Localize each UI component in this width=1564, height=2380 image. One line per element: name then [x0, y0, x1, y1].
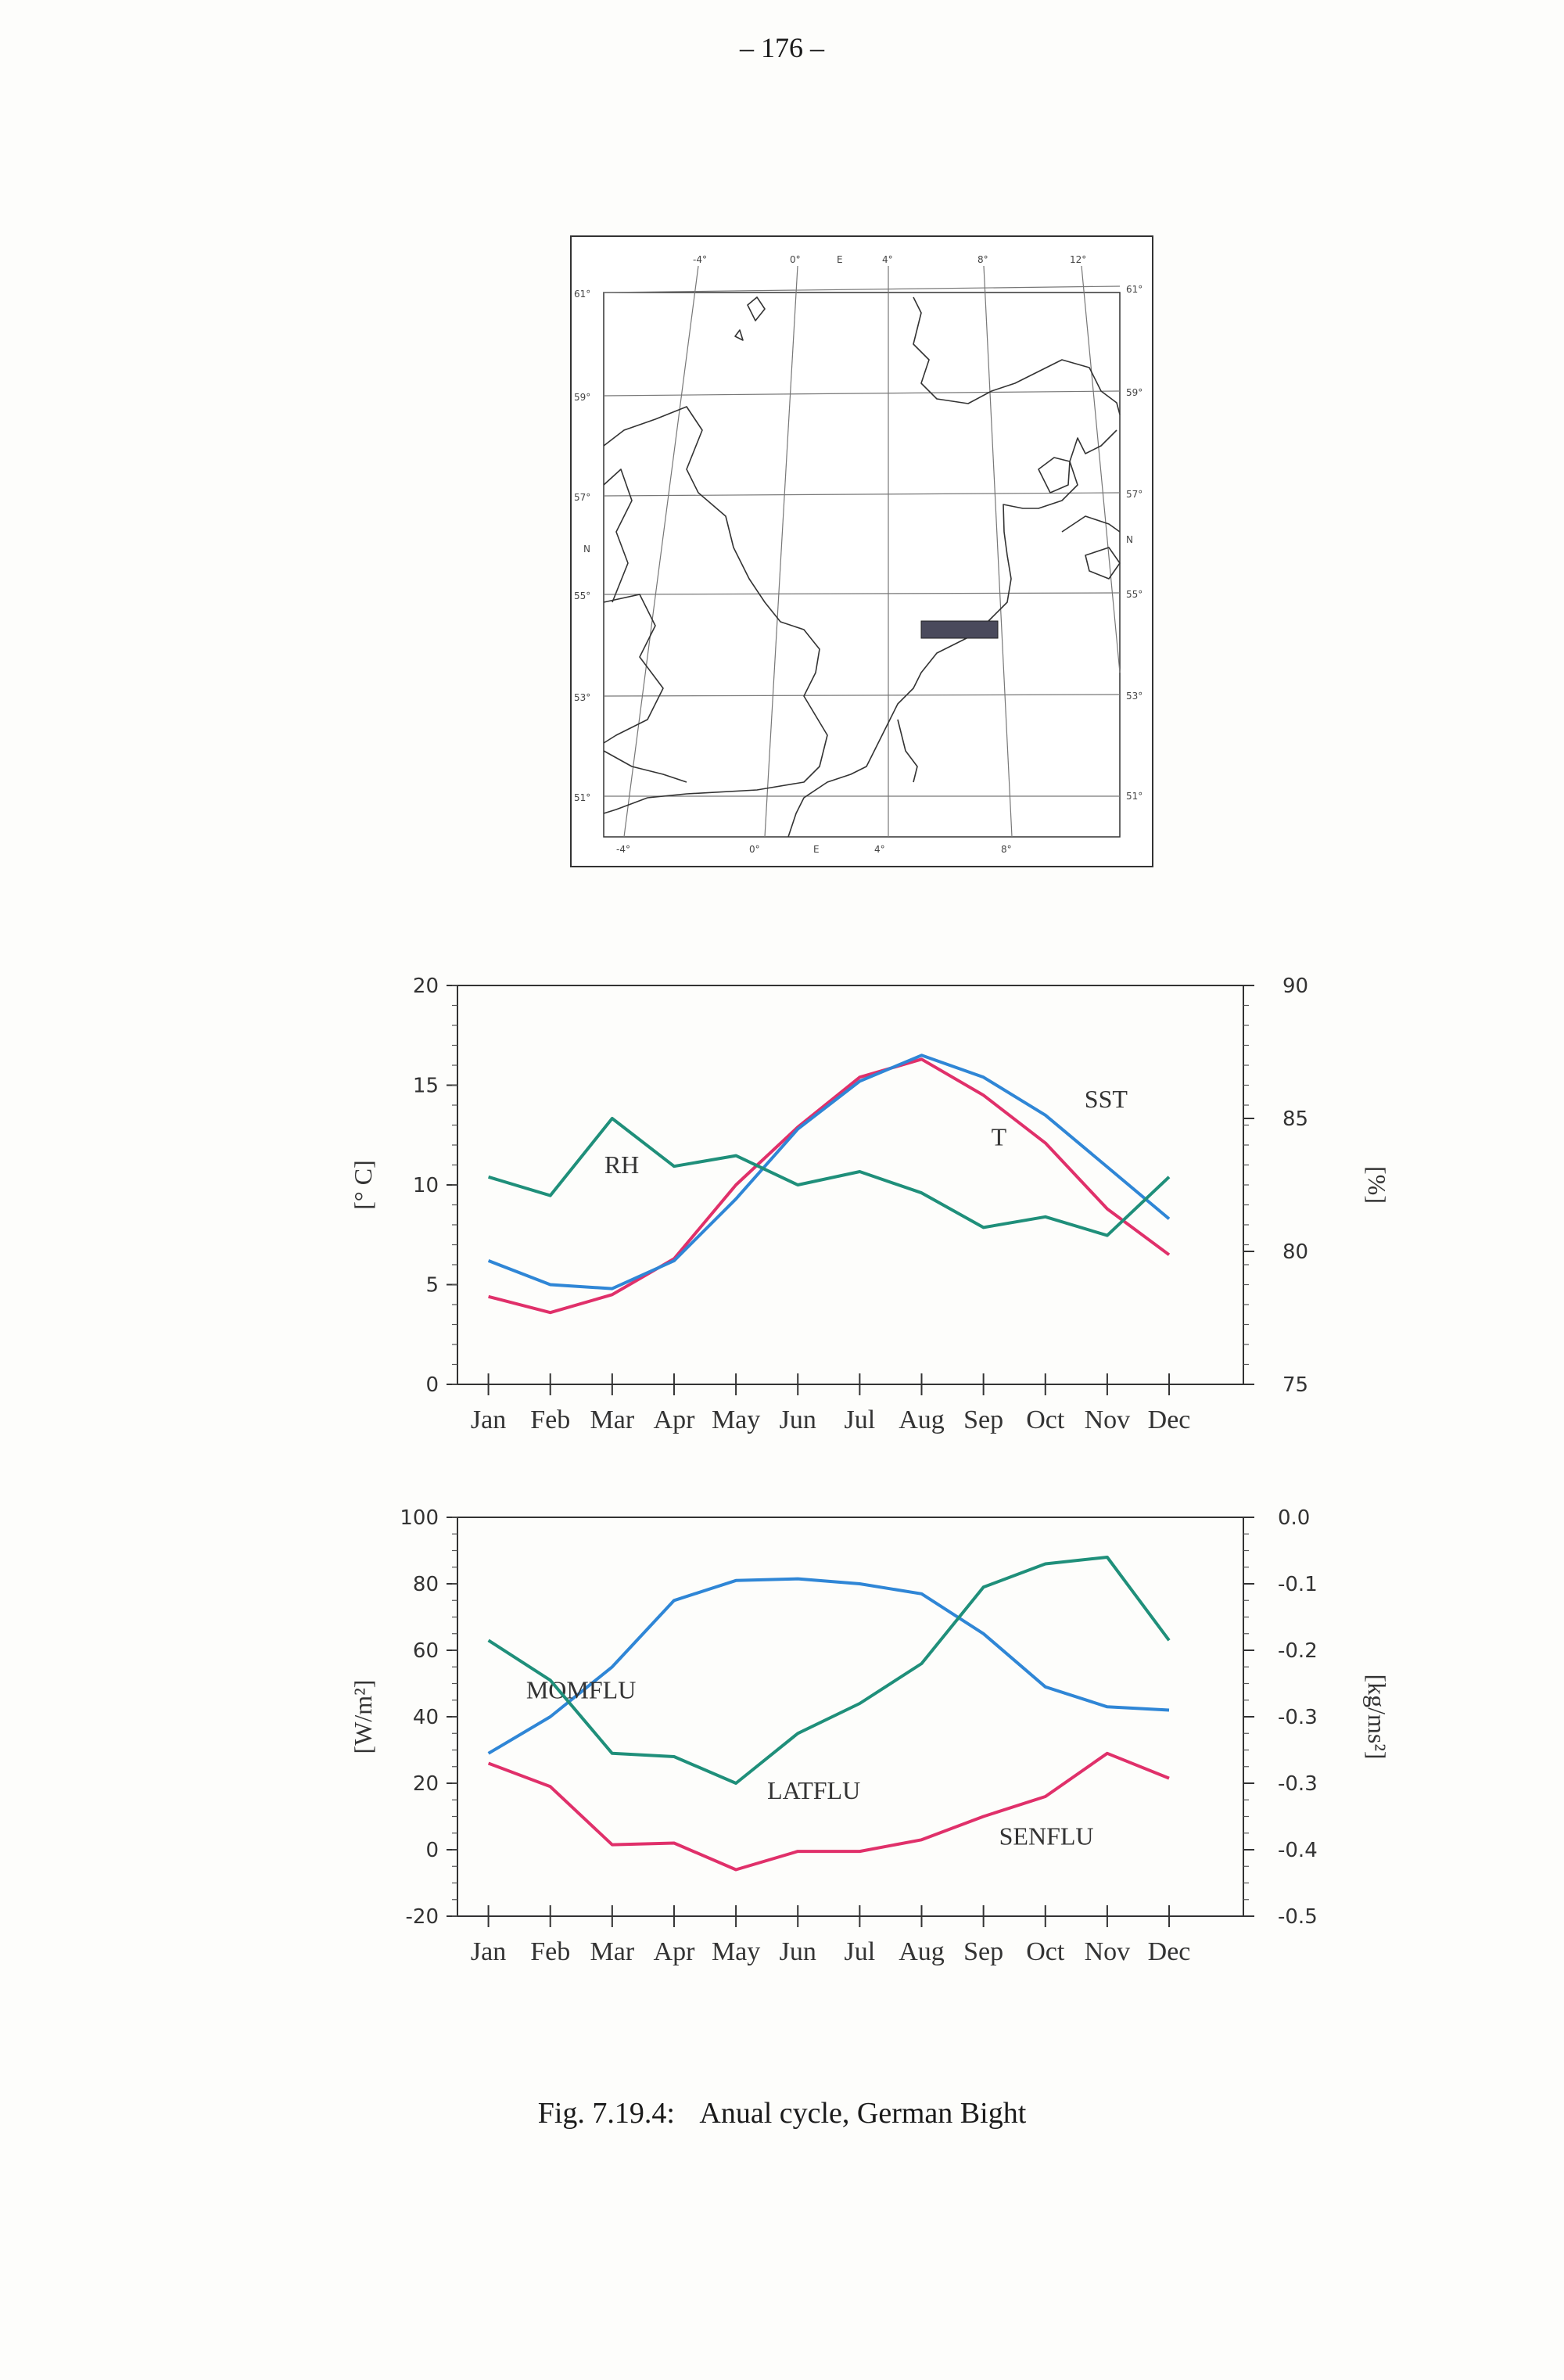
lat-label: 59°	[574, 392, 591, 403]
x-tick-label: Feb	[530, 1937, 571, 1966]
lon-label: 0°	[790, 254, 801, 265]
series-line-t	[489, 1059, 1169, 1312]
lat-label: 61°	[1126, 284, 1143, 295]
y-tick-label: -20	[405, 1905, 439, 1929]
series-label-sst: SST	[1084, 1084, 1128, 1113]
x-tick-label: Jan	[470, 1937, 507, 1966]
x-tick-label: Jun	[779, 1405, 816, 1434]
y2-tick-label: -0.1	[1278, 1573, 1318, 1596]
y-tick-label: 20	[412, 1772, 439, 1796]
page-number: – 176 –	[740, 32, 824, 63]
plot-frame	[457, 985, 1243, 1384]
n-label: N	[583, 544, 590, 555]
y-tick-label: 20	[412, 975, 439, 998]
lon-label: -4°	[616, 844, 630, 855]
lon-label: E	[813, 844, 820, 855]
location-map	[569, 235, 1154, 868]
x-tick-label: Aug	[899, 1405, 945, 1434]
y2-tick-label: -0.2	[1278, 1639, 1318, 1663]
y2-tick-label: 75	[1282, 1373, 1309, 1397]
x-tick-label: Mar	[590, 1937, 635, 1966]
x-tick-label: Dec	[1147, 1937, 1191, 1966]
series-label-momflu: MOMFLU	[526, 1675, 637, 1704]
lon-label: 4°	[882, 254, 893, 265]
series-label-rh: RH	[604, 1151, 640, 1179]
x-tick-label: Sep	[963, 1405, 1004, 1434]
lon-label: 8°	[978, 254, 988, 265]
series-line-senflu	[489, 1754, 1169, 1870]
x-tick-label: Jul	[844, 1405, 876, 1434]
series-line-rh	[489, 1118, 1169, 1236]
x-tick-label: Dec	[1147, 1405, 1191, 1434]
plot-frame	[457, 1517, 1243, 1916]
y2-tick-label: 80	[1282, 1240, 1309, 1264]
y2-axis-label: [kg/ms²]	[1363, 1674, 1391, 1760]
temperature-humidity-chart	[313, 962, 1391, 1463]
x-tick-label: Apr	[653, 1937, 695, 1966]
x-tick-label: Sep	[963, 1937, 1004, 1966]
y-axis-label: [W/m²]	[349, 1679, 377, 1754]
lon-label: -4°	[693, 254, 707, 265]
lat-label: 57°	[574, 492, 591, 503]
lon-label: E	[837, 254, 843, 265]
x-tick-label: Oct	[1026, 1937, 1065, 1966]
figure-caption	[0, 2096, 1564, 2131]
x-tick-label: Jun	[779, 1937, 816, 1966]
x-tick-label: Mar	[590, 1405, 635, 1434]
x-tick-label: Nov	[1084, 1937, 1131, 1966]
flux-chart	[313, 1494, 1391, 1994]
y2-axis-label: [%]	[1363, 1166, 1391, 1204]
x-tick-label: Feb	[530, 1405, 571, 1434]
series-label-t: T	[991, 1122, 1007, 1151]
lat-label: 55°	[1126, 589, 1143, 600]
x-tick-label: Jan	[470, 1405, 507, 1434]
lon-label: 8°	[1001, 844, 1012, 855]
y-tick-label: 80	[412, 1573, 439, 1596]
lat-label: 53°	[574, 692, 591, 703]
lat-label: 61°	[574, 289, 591, 300]
y2-tick-label: 0.0	[1278, 1506, 1311, 1530]
lon-label: 4°	[874, 844, 885, 855]
y-tick-label: 10	[412, 1174, 439, 1197]
y-tick-label: 40	[412, 1706, 439, 1729]
lat-label: 59°	[1126, 387, 1143, 398]
y-tick-label: 0	[425, 1373, 439, 1397]
y-tick-label: 5	[425, 1273, 439, 1298]
lat-label: 53°	[1126, 691, 1143, 702]
y2-tick-label: -0.5	[1278, 1905, 1318, 1929]
lat-label: 51°	[574, 792, 591, 803]
y-tick-label: 0	[425, 1839, 439, 1862]
series-line-latflu	[489, 1557, 1169, 1783]
series-line-sst	[489, 1055, 1169, 1288]
lon-label: 12°	[1070, 254, 1087, 265]
caption-figure-number: Fig. 7.19.4:	[537, 2097, 675, 2130]
x-tick-label: Nov	[1084, 1405, 1131, 1434]
n-label: N	[1126, 534, 1133, 545]
y-axis-label: [° C]	[349, 1160, 377, 1210]
x-tick-label: May	[711, 1937, 761, 1966]
caption-text: Anual cycle, German Bight	[699, 2097, 1027, 2130]
lat-label: 55°	[574, 591, 591, 601]
lon-label: 0°	[749, 844, 760, 855]
x-tick-label: May	[711, 1405, 761, 1434]
study-area-marker	[921, 621, 998, 638]
x-tick-label: Jul	[844, 1937, 876, 1966]
y2-tick-label: 90	[1282, 975, 1309, 998]
series-label-senflu: SENFLU	[999, 1822, 1094, 1851]
y-tick-label: 60	[412, 1639, 439, 1663]
y2-tick-label: -0.3	[1278, 1772, 1318, 1796]
y2-tick-label: 85	[1282, 1107, 1309, 1131]
y-tick-label: 100	[400, 1506, 439, 1530]
y2-tick-label: -0.4	[1278, 1839, 1318, 1862]
y2-tick-label: -0.3	[1278, 1706, 1318, 1729]
lat-label: 57°	[1126, 489, 1143, 500]
x-tick-label: Oct	[1026, 1405, 1065, 1434]
series-label-latflu: LATFLU	[767, 1776, 861, 1804]
lat-label: 51°	[1126, 791, 1143, 802]
x-tick-label: Aug	[899, 1937, 945, 1966]
y-tick-label: 15	[412, 1074, 439, 1098]
x-tick-label: Apr	[653, 1405, 695, 1434]
